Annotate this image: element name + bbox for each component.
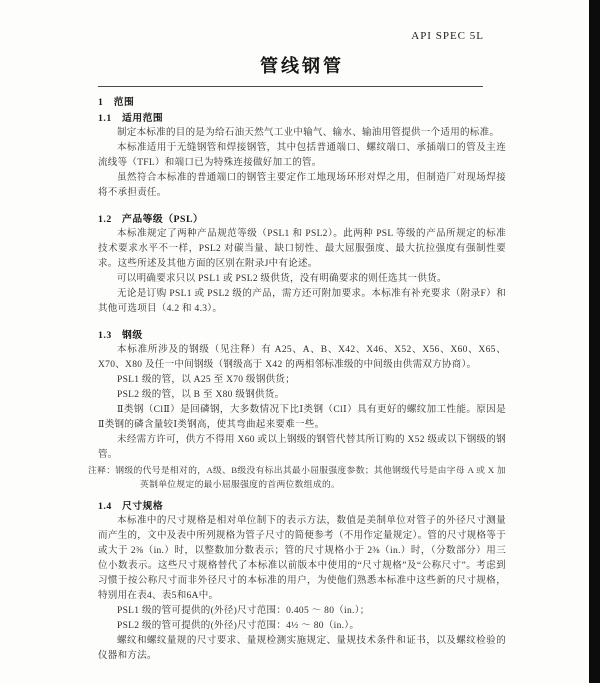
psl1-grade-line: PSL1 级的管，以 A25 至 X70 级钢供货； [117, 375, 296, 385]
psl1-size-line: PSL1 级的管可提供的(外径)尺寸范围：0.405 ～ 80（in.）； [117, 606, 370, 616]
grade-note: 注释：钢级的代号是相对的，A级、B级没有标出其最小屈服强度参数；其他钢级代号是由字母 A 或 X 加英制单位规定的最小屈服强度的首两位数组成的。 [88, 465, 506, 489]
psl2-grade-line: PSL2 级的管，以 B 至 X80 级钢供货。 [117, 390, 285, 400]
page-title: 管线钢管 [260, 56, 344, 76]
section-heading-1-3: 1.3 钢级 [98, 330, 143, 341]
paragraph: 未经需方许可，供方不得用 X60 或以上钢级的钢管代替其所订购的 X52 级或以下钢级的钢管。 [98, 435, 506, 460]
page-content [88, 0, 506, 664]
paragraph: 本标准规定了两种产品规范等级（PSL1 和 PSL2）。此两种 PSL 等级的产品所规定的标准技术要求水平不一样，PSL2 对碳当量、缺口韧性、最大屈服强度、最大抗拉强度有强制性要求。这些所述及其他方面的区别在附录J中有论述。 [98, 229, 506, 269]
section-heading-1-4: 1.4 尺寸规格 [98, 501, 164, 512]
section-heading-1-1: 1.1 适用范围 [98, 113, 164, 124]
scan-border-right [589, 0, 600, 683]
paragraph: 本标准中的尺寸规格是相对单位制下的表示方法，数值是美制单位对管子的外径尺寸测量而产生的，文中及表中所列规格为管子尺寸的简便参考（不用作定量规定）。管的尺寸规格等于或大于 2⅜（in.）时，以整数加分数表示；管的尺寸规格小于 2⅜（in.）时，（分数部分）用三位小数表示。这些尺寸规格替代了本标准以前版本中使用的“尺寸规格”及“公称尺寸”。考虑到习惯于按公称尺寸而非外径尺寸的本标准的用户，为使他们熟悉本标准中这些新的尺寸规格，特别用在表4、表5和6A中。 [98, 516, 506, 601]
paragraph: 螺纹和螺纹量规的尺寸要求、量规检测实施规定、量规技术条件和证书，以及螺纹检验的仪器和方法。 [98, 636, 506, 661]
section-heading-1: 1 范围 [98, 97, 135, 108]
paragraph: 制定本标准的目的是为给石油天然气工业中输气、输水、输油用管提供一个适用的标准。 [117, 128, 500, 138]
title-divider [98, 86, 483, 87]
paragraph: 虽然符合本标准的普通端口的钢管主要定作工地现场环形对焊之用，但制造厂对现场焊接将不承担责任。 [98, 173, 506, 198]
paragraph: 无论是订购 PSL1 或 PSL2 级的产品，需方还可附加要求。本标准有补充要求（附录F）和其他可选项目（4.2 和 4.3）。 [98, 289, 506, 314]
section-heading-1-2: 1.2 产品等级（PSL） [98, 214, 204, 225]
paragraph: Ⅱ类钢（ClⅡ）是回磷钢，大多数情况下比Ⅰ类钢（ClⅠ）具有更好的螺纹加工性能。原因是Ⅱ类钢的磷含量较Ⅰ类钢高，使其弯曲起来要难一些。 [98, 405, 506, 430]
paragraph: 本标准适用于无缝钢管和焊接钢管，其中包括普通端口、螺纹端口、承插端口的管及主连流线等（TFL）和端口已为特殊连接做好加工的管。 [98, 143, 506, 168]
paragraph: 可以明确要求只以 PSL1 或 PSL2 级供货，没有明确要求的则任选其一供货。 [117, 274, 447, 284]
paragraph: 本标准所涉及的钢级（见注释）有 A25、A、B、X42、X46、X52、X56、X60、X65、X70、X80 及任一中间钢级（钢级高于 X42 的两相邻标准级的中间级由供需双方协商）。 [98, 345, 506, 370]
psl2-size-line: PSL2 级的管可提供的(外径)尺寸范围：4½ ～ 80（in.）。 [117, 621, 360, 631]
running-header: API SPEC 5L [411, 30, 484, 42]
